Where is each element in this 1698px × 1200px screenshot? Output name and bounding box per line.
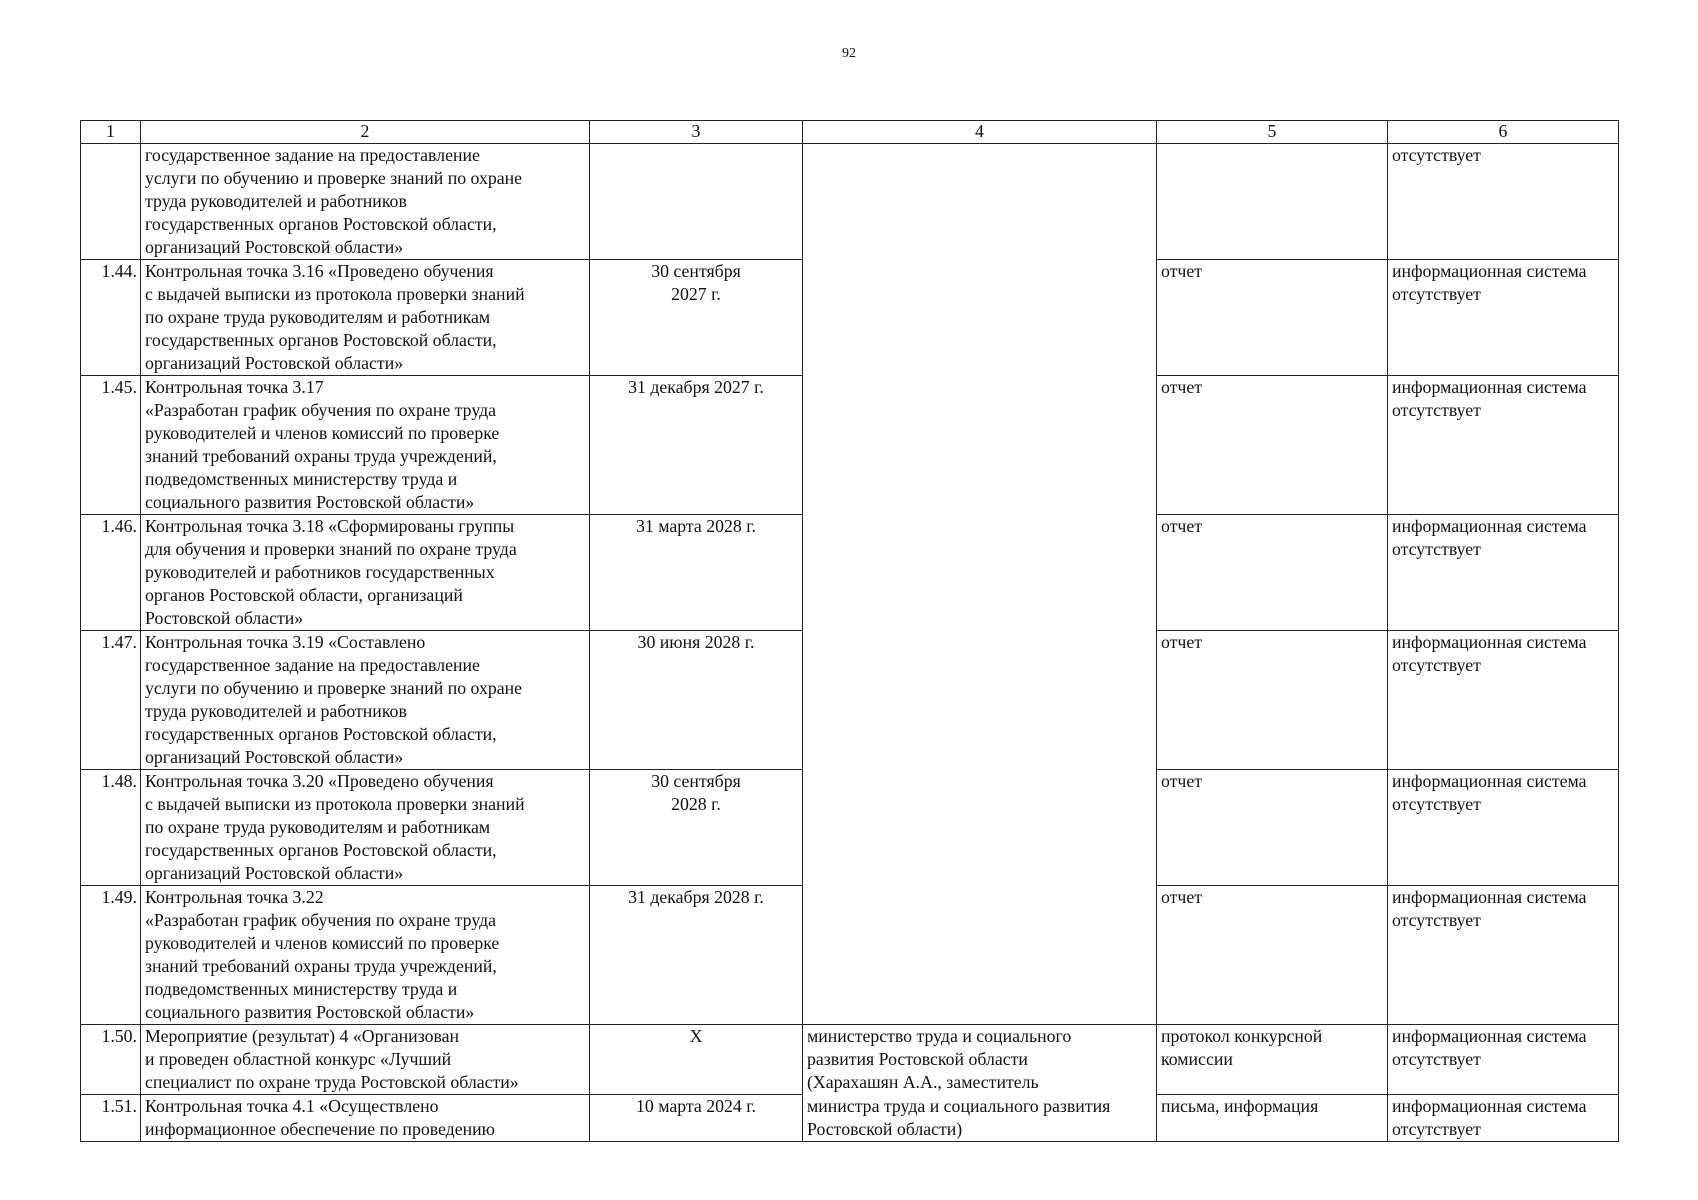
row-info-system: отсутствует xyxy=(1388,144,1619,260)
row-date: 10 марта 2024 г. xyxy=(590,1095,803,1142)
row-responsible-continued: министра труда и социального развития Ростовской области) xyxy=(803,1095,1157,1142)
row-date: 31 декабря 2027 г. xyxy=(590,376,803,515)
row-info-system: информационная система отсутствует xyxy=(1388,260,1619,376)
row-name: Контрольная точка 4.1 «Осуществлено информационное обеспечение по проведению xyxy=(141,1095,590,1142)
page-number: 92 xyxy=(842,46,856,61)
row-document: отчет xyxy=(1157,770,1388,886)
row-number: 1.48. xyxy=(81,770,141,886)
header-col-1: 1 xyxy=(81,121,141,144)
row-number: 1.46. xyxy=(81,515,141,631)
row-document: отчет xyxy=(1157,886,1388,1025)
row-document xyxy=(1157,144,1388,260)
row-number: 1.44. xyxy=(81,260,141,376)
row-document: отчет xyxy=(1157,515,1388,631)
row-name: Мероприятие (результат) 4 «Организован и проведен областной конкурс «Лучший специалист по охране труда Ростовской области» xyxy=(141,1025,590,1095)
row-responsible: министерство труда и социального развития Ростовской области (Харахашян А.А., заместитель xyxy=(803,1025,1157,1095)
row-date: 31 декабря 2028 г. xyxy=(590,886,803,1025)
row-responsible-empty xyxy=(803,144,1157,1025)
row-number: 1.45. xyxy=(81,376,141,515)
row-date: Х xyxy=(590,1025,803,1095)
row-number: 1.49. xyxy=(81,886,141,1025)
measures-table xyxy=(80,120,1619,1142)
row-number: 1.47. xyxy=(81,631,141,770)
header-col-4: 4 xyxy=(803,121,1157,144)
row-name: Контрольная точка 3.19 «Составлено государственное задание на предоставление услуги по обучению и проверке знаний по охране труда руководителей и работников государственных органов Ростовской области, организаций Ростовской области» xyxy=(141,631,590,770)
row-number xyxy=(81,144,141,260)
row-name: государственное задание на предоставление услуги по обучению и проверке знаний по охране труда руководителей и работников государственных органов Ростовской области, организаций Ростовской области» xyxy=(141,144,590,260)
row-name: Контрольная точка 3.20 «Проведено обучения с выдачей выписки из протокола проверки знаний по охране труда руководителям и работникам государственных органов Ростовской области, организаций Ростовской области» xyxy=(141,770,590,886)
row-name: Контрольная точка 3.16 «Проведено обучения с выдачей выписки из протокола проверки знаний по охране труда руководителям и работникам государственных органов Ростовской области, организаций Ростовской области» xyxy=(141,260,590,376)
row-number: 1.51. xyxy=(81,1095,141,1142)
header-col-3: 3 xyxy=(590,121,803,144)
row-name: Контрольная точка 3.17 «Разработан график обучения по охране труда руководителей и членов комиссий по проверке знаний требований охраны труда учреждений, подведомственных министерству труда и социального развития Ростовской области» xyxy=(141,376,590,515)
row-info-system: информационная система отсутствует xyxy=(1388,886,1619,1025)
row-document: протокол конкурсной комиссии xyxy=(1157,1025,1388,1095)
row-date: 30 июня 2028 г. xyxy=(590,631,803,770)
row-info-system: информационная система отсутствует xyxy=(1388,631,1619,770)
row-document: отчет xyxy=(1157,376,1388,515)
row-name: Контрольная точка 3.22 «Разработан график обучения по охране труда руководителей и членов комиссий по проверке знаний требований охраны труда учреждений, подведомственных министерству труда и социального развития Ростовской области» xyxy=(141,886,590,1025)
row-date xyxy=(590,144,803,260)
header-col-6: 6 xyxy=(1388,121,1619,144)
row-info-system: информационная система отсутствует xyxy=(1388,770,1619,886)
table-row xyxy=(81,1095,1619,1142)
row-info-system: информационная система отсутствует xyxy=(1388,376,1619,515)
row-date: 30 сентября 2028 г. xyxy=(590,770,803,886)
row-info-system: информационная система отсутствует xyxy=(1388,515,1619,631)
row-document: отчет xyxy=(1157,260,1388,376)
table-row xyxy=(81,1025,1619,1095)
row-document: отчет xyxy=(1157,631,1388,770)
header-col-5: 5 xyxy=(1157,121,1388,144)
row-date: 31 марта 2028 г. xyxy=(590,515,803,631)
row-document: письма, информация xyxy=(1157,1095,1388,1142)
row-info-system: информационная система отсутствует xyxy=(1388,1025,1619,1095)
row-date: 30 сентября 2027 г. xyxy=(590,260,803,376)
row-info-system: информационная система отсутствует xyxy=(1388,1095,1619,1142)
table-row xyxy=(81,144,1619,260)
header-col-2: 2 xyxy=(141,121,590,144)
header-row xyxy=(81,121,1619,144)
row-number: 1.50. xyxy=(81,1025,141,1095)
row-name: Контрольная точка 3.18 «Сформированы группы для обучения и проверки знаний по охране труда руководителей и работников государственных органов Ростовской области, организаций Ростовской области» xyxy=(141,515,590,631)
